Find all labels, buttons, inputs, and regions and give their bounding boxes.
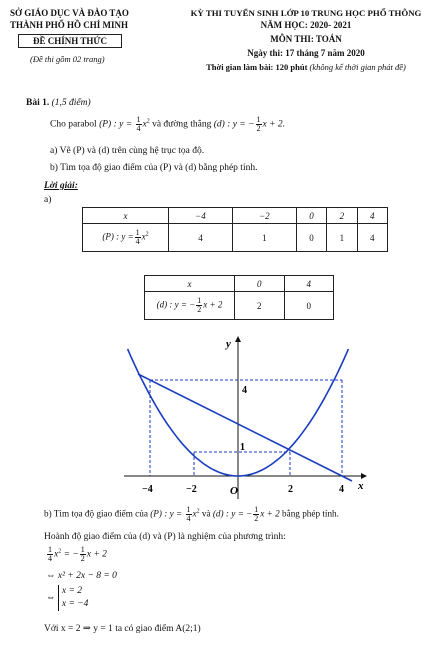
table1-y-cell: 4 (357, 224, 387, 252)
sol-b-and: và (201, 508, 211, 519)
duration-line (180, 62, 432, 72)
equation-2: ⇔ x² + 2x − 8 = 0 (46, 571, 117, 581)
table2-x-cell: 4 (284, 276, 334, 292)
solution-b-line2: Hoành độ giao điểm của (d) và (P) là nghiệm của phương trình: (44, 532, 286, 542)
problem-title-line (26, 98, 91, 108)
table2-header-x: x (145, 276, 235, 292)
y-axis-label: y (226, 338, 231, 350)
duration-note: (không kể thời gian phát đề) (309, 62, 406, 72)
graph (120, 333, 380, 503)
table-line (144, 275, 334, 320)
school-year: NĂM HỌC: 2020- 2021 (260, 20, 352, 30)
equation-system: ⇔ x = 2 x = −4 (46, 586, 89, 609)
table1-x-cell: 2 (327, 208, 357, 224)
sol-b-suffix: bằng phép tính. (282, 508, 339, 519)
table1-row-label: (P) : y = $\frac{1}{4}$ $x^2$ (83, 224, 169, 252)
x-tick-label: −4 (142, 484, 153, 495)
duration: Thời gian làm bài: 120 phút (206, 62, 308, 72)
problem-title: Bài 1. (26, 98, 50, 108)
solution-label: Lời giải: (44, 181, 78, 191)
statement-and: và đường thẳng (152, 119, 212, 130)
sol-b-prefix: b) Tìm tọa độ giao điểm của (44, 508, 148, 519)
table1-header-x: x (83, 208, 169, 224)
table2-y-cell: 2 (235, 292, 285, 320)
department-line-1: SỞ GIÁO DỤC VÀ ĐÀO TẠO (10, 8, 129, 18)
problem-points: (1,5 điểm) (51, 98, 91, 108)
statement-prefix: Cho parabol (50, 119, 97, 130)
last-line: Với x = 2 ⇒ y = 1 ta có giao điểm A(2;1) (44, 624, 201, 634)
x-axis-label: x (358, 480, 364, 492)
table1-x-cell: 0 (296, 208, 326, 224)
origin-label: O (230, 485, 238, 497)
a-label: a) (44, 195, 52, 205)
equation-1: $\frac{1}{4}$ $x^2$ = − $\frac{1}{2}$ x + 2 (48, 545, 107, 563)
problem-statement: Cho parabol (P) : y = $\frac{1}{4}$ $x^2$ và đường thẳng (d) : y = − $\frac{1}{2}$ x + 2. (50, 115, 286, 133)
y-tick-label: 1 (240, 442, 245, 453)
system-root-1: x = 2 (61, 586, 83, 596)
table1-y-cell: 4 (169, 224, 233, 252)
table1-x-cell: 4 (357, 208, 387, 224)
x-tick-label: 4 (339, 484, 344, 495)
system-root-2: x = −4 (61, 599, 89, 609)
table1-x-cell: −2 (232, 208, 296, 224)
exam-title: KỲ THI TUYỂN SINH LỚP 10 TRUNG HỌC PHỔ THÔNG (190, 8, 422, 18)
x-tick-label: −2 (186, 484, 197, 495)
part-b: b) Tìm tọa độ giao điểm của (P) và (d) bằng phép tính. (50, 163, 258, 173)
table2-x-cell: 0 (235, 276, 285, 292)
solution-b-line1: b) Tìm tọa độ giao điểm của (P) : y = $\frac{1}{4}$ $x^2$ và (d) : y = − $\frac{1}{2}$ x + 2 bằng phép tính. (44, 505, 339, 523)
x-tick-label: 2 (288, 484, 293, 495)
table1-x-cell: −4 (169, 208, 233, 224)
official-label: ĐỀ CHÍNH THỨC (32, 36, 107, 46)
table1-y-cell: 0 (296, 224, 326, 252)
table2-row-label: (d) : y = − $\frac{1}{2}$ x + 2 (145, 292, 235, 320)
page-note: (Đề thi gồm 02 trang) (30, 54, 105, 64)
table-parabola (82, 207, 388, 252)
subject: MÔN THI: TOÁN (270, 34, 342, 44)
part-a: a) Vẽ (P) và (d) trên cùng hệ trục tọa độ. (50, 146, 205, 156)
exam-date: Ngày thi: 17 tháng 7 năm 2020 (247, 48, 365, 58)
table1-y-cell: 1 (327, 224, 357, 252)
department-line-2: THÀNH PHỐ HỒ CHÍ MINH (10, 20, 129, 30)
table1-y-cell: 1 (232, 224, 296, 252)
y-tick-label: 4 (242, 385, 247, 396)
table2-y-cell: 0 (284, 292, 334, 320)
